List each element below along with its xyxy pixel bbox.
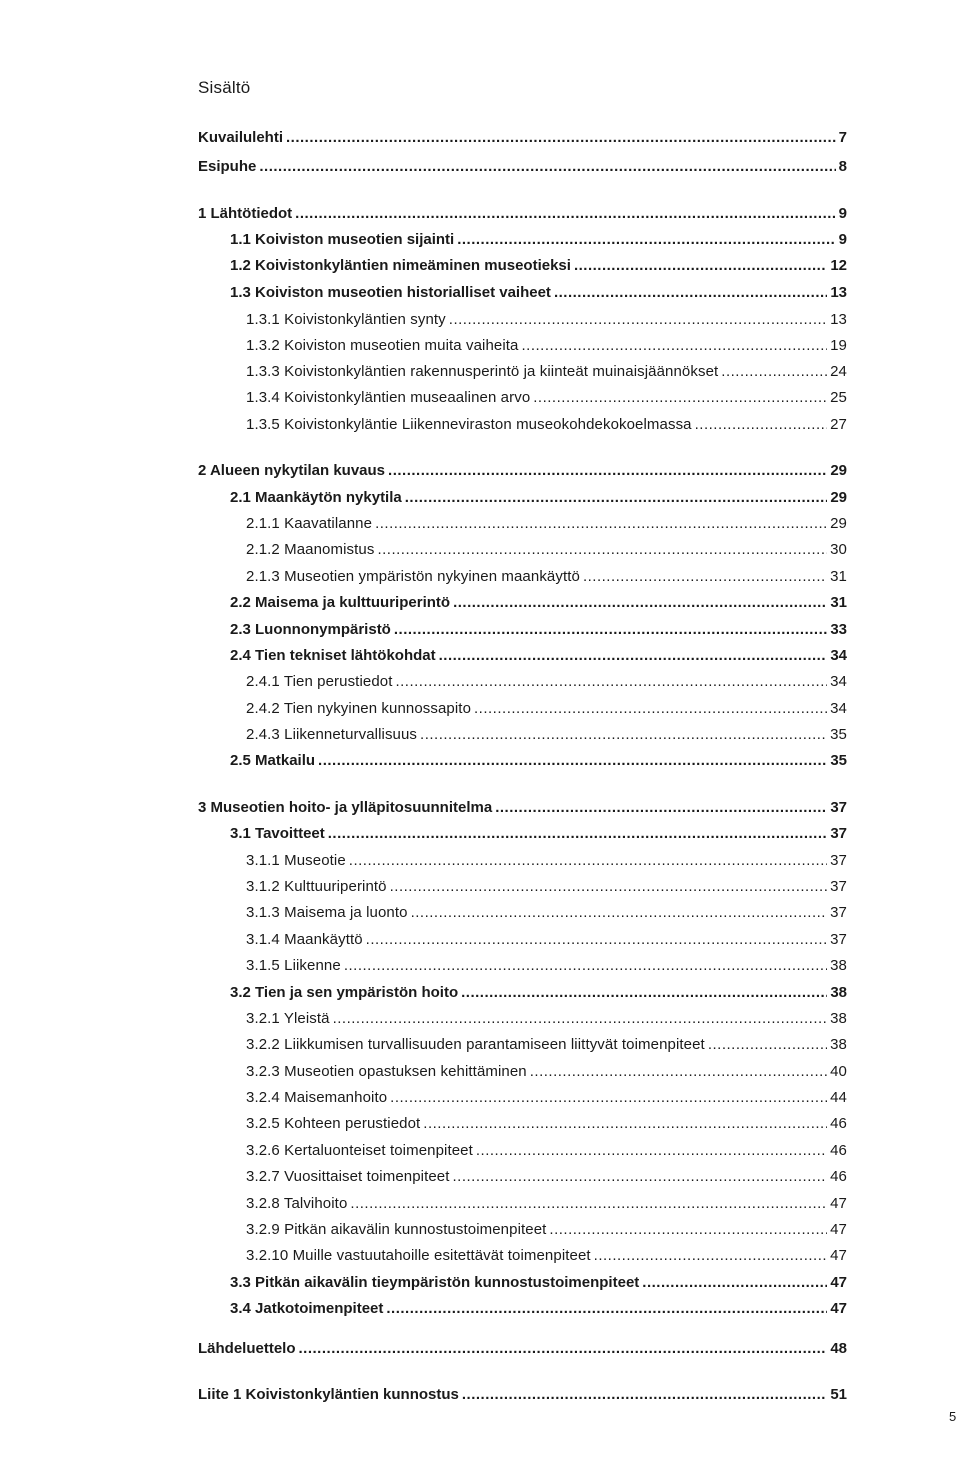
toc-entry-label: Lähdeluettelo [198,1340,296,1357]
toc-entry-label: 3.2.3 Museotien opastuksen kehittäminen [246,1063,527,1080]
toc-entry-label: 2 Alueen nykytilan kuvaus [198,462,386,479]
toc-entry[interactable] [246,389,847,409]
toc-entry[interactable] [246,878,847,898]
toc-entry-page: 31 [830,594,847,611]
toc-entry-label: 3.2.7 Vuosittaiset toimenpiteet [246,1168,450,1185]
toc-entry[interactable] [246,515,847,535]
toc-entry-label: 3.4 Jatkotoimenpiteet [230,1300,384,1317]
toc-entry-page: 27 [830,416,847,433]
toc-entry-label: 1.3.4 Koivistonkyläntien museaalinen arvo [246,389,531,406]
leader-dots [549,1221,827,1238]
toc-entry-page: 46 [830,1142,847,1159]
toc-entry-label: 1 Lähtötiedot [198,205,293,222]
leader-dots [259,158,835,175]
leader-dots [405,489,828,506]
toc-entry[interactable] [246,311,847,331]
leader-dots [708,1036,827,1053]
toc-entry-label: 3 Museotien hoito- ja ylläpitosuunnitelma [198,799,493,816]
toc-entry[interactable] [246,700,847,720]
toc-entry[interactable] [246,1010,847,1030]
toc-entry-page: 34 [830,700,847,717]
toc-entry-label: 1.3.5 Koivistonkyläntie Liikenneviraston museokohdekokoelmassa [246,416,692,433]
toc-entry[interactable] [230,284,847,304]
leader-dots [695,416,827,433]
toc-entry-page: 37 [830,825,847,842]
toc-entry-page: 47 [830,1247,847,1264]
leader-dots [495,799,827,816]
leader-dots [462,1386,827,1403]
toc-entry[interactable] [246,337,847,357]
toc-entry-label: 1.3.1 Koivistonkyläntien synty [246,311,446,328]
toc-entry[interactable] [198,799,847,819]
toc-entry-label: 1.1 Koiviston museotien sijainti [230,231,455,248]
toc-entry[interactable] [230,257,847,277]
leader-dots [474,700,827,717]
toc-entry-label: 3.3 Pitkän aikavälin tieympäristön kunnostustoimenpiteet [230,1274,640,1291]
leader-dots [461,984,827,1001]
toc-entry-page: 46 [830,1168,847,1185]
toc-entry[interactable] [230,1274,847,1294]
toc-entry-page: 38 [830,1010,847,1027]
toc-entry-label: 3.1.3 Maisema ja luonto [246,904,408,921]
leader-dots [286,129,836,146]
toc-entry-label: 2.1.3 Museotien ympäristön nykyinen maankäyttö [246,568,580,585]
toc-entry[interactable] [246,1089,847,1109]
toc-entry-page: 13 [830,284,847,301]
page-title: Sisältö [198,78,251,97]
toc-entry-page: 46 [830,1115,847,1132]
toc-entry[interactable] [246,1063,847,1083]
leader-dots [476,1142,827,1159]
toc-entry-label: 2.4.3 Liikenneturvallisuus [246,726,418,743]
toc-entry[interactable] [198,1340,847,1360]
toc-entry-label: 3.2.4 Maisemanhoito [246,1089,388,1106]
toc-entry-page: 35 [830,752,847,769]
toc-entry-page: 47 [830,1221,847,1238]
toc-entry-page: 9 [838,231,847,248]
leader-dots [453,594,827,611]
toc-entry-page: 31 [830,568,847,585]
toc-entry-label: 3.1.5 Liikenne [246,957,341,974]
toc-entry[interactable] [246,1036,847,1056]
toc-entry-label: 2.4.1 Tien perustiedot [246,673,393,690]
leader-dots [554,284,827,301]
toc-entry-page: 34 [830,647,847,664]
toc-entry-label: 3.2 Tien ja sen ympäristön hoito [230,984,459,1001]
toc-entry[interactable] [246,1221,847,1241]
toc-entry-page: 40 [830,1063,847,1080]
toc-entry-page: 29 [830,462,847,479]
toc-entry-page: 48 [830,1340,847,1357]
toc-entry[interactable] [198,462,847,482]
toc-entry-page: 19 [830,337,847,354]
toc-entry-page: 37 [830,852,847,869]
leader-dots [521,337,827,354]
leader-dots [449,311,827,328]
leader-dots [453,1168,828,1185]
leader-dots [328,825,828,842]
toc-entry[interactable] [246,904,847,924]
leader-dots [530,1063,827,1080]
toc-entry-page: 12 [830,257,847,274]
leader-dots [350,1195,827,1212]
leader-dots [299,1340,828,1357]
toc-entry[interactable] [198,158,847,178]
leader-dots [366,931,827,948]
toc-entry-page: 47 [830,1300,847,1317]
leader-dots [295,205,835,222]
toc-entry[interactable] [198,1386,847,1406]
leader-dots [411,904,828,921]
leader-dots [375,515,827,532]
toc-entry-label: Liite 1 Koivistonkyläntien kunnostus [198,1386,459,1403]
toc-entry-page: 25 [830,389,847,406]
toc-entry[interactable] [246,957,847,977]
leader-dots [390,1089,827,1106]
leader-dots [349,852,827,869]
toc-entry[interactable] [246,852,847,872]
leader-dots [439,647,828,664]
toc-entry[interactable] [246,726,847,746]
toc-entry[interactable] [230,752,847,772]
toc-entry-page: 24 [830,363,847,380]
toc-entry[interactable] [246,416,847,436]
toc-entry-label: Esipuhe [198,158,257,175]
toc-entry-label: 2.1.1 Kaavatilanne [246,515,373,532]
toc-entry-page: 33 [830,621,847,638]
toc-entry[interactable] [230,489,847,509]
toc-entry-label: 3.1.1 Museotie [246,852,346,869]
toc-entry-page: 37 [830,931,847,948]
leader-dots [333,1010,828,1027]
toc-entry[interactable] [246,1195,847,1215]
toc-entry[interactable] [230,647,847,667]
toc-entry[interactable] [230,621,847,641]
toc-entry[interactable] [246,931,847,951]
toc-entry-label: 2.1.2 Maanomistus [246,541,375,558]
leader-dots [420,726,827,743]
toc-entry-page: 51 [830,1386,847,1403]
leader-dots [388,462,827,479]
toc-entry-label: 3.2.10 Muille vastuutahoille esitettävät toimenpiteet [246,1247,591,1264]
toc-entry-label: 3.1.4 Maankäyttö [246,931,363,948]
toc-entry-page: 29 [830,489,847,506]
toc-entry-label: 3.2.6 Kertaluonteiset toimenpiteet [246,1142,473,1159]
toc-entry[interactable] [230,1300,847,1320]
leader-dots [386,1300,827,1317]
toc-entry-page: 47 [830,1195,847,1212]
toc-entry[interactable] [246,1247,847,1267]
leader-dots [318,752,827,769]
toc-entry-label: 3.2.8 Talvihoito [246,1195,348,1212]
leader-dots [423,1115,827,1132]
toc-entry-label: 1.2 Koivistonkyläntien nimeäminen museotieksi [230,257,571,274]
toc-entry[interactable] [230,825,847,845]
toc-entry-label: 2.3 Luonnonympäristö [230,621,391,638]
toc-entry-page: 38 [830,957,847,974]
leader-dots [721,363,827,380]
toc-entry[interactable] [246,1168,847,1188]
toc-entry-label: 3.2.9 Pitkän aikavälin kunnostustoimenpiteet [246,1221,547,1238]
toc-entry[interactable] [230,594,847,614]
toc-entry-label: 2.4.2 Tien nykyinen kunnossapito [246,700,472,717]
toc-entry-label: 2.5 Matkailu [230,752,316,769]
toc-entry-page: 30 [830,541,847,558]
toc-entry-label: 3.2.1 Yleistä [246,1010,330,1027]
toc-entry-label: 3.1.2 Kulttuuriperintö [246,878,387,895]
leader-dots [574,257,827,274]
toc-entry[interactable] [246,1115,847,1135]
toc-entry[interactable] [198,129,847,149]
toc-entry[interactable] [246,673,847,693]
toc-entry[interactable] [230,231,847,251]
toc-entry[interactable] [246,568,847,588]
leader-dots [394,621,827,638]
leader-dots [457,231,835,248]
leader-dots [594,1247,827,1264]
leader-dots [377,541,827,558]
leader-dots [390,878,827,895]
toc-entry-page: 13 [830,311,847,328]
toc-entry-page: 34 [830,673,847,690]
toc-entry-label: 2.1 Maankäytön nykytila [230,489,402,506]
toc-entry-page: 37 [830,799,847,816]
toc-entry-label: 3.2.5 Kohteen perustiedot [246,1115,421,1132]
toc-entry-label: 3.1 Tavoitteet [230,825,325,842]
toc-entry-label: 2.4 Tien tekniset lähtökohdat [230,647,436,664]
toc-entry-page: 37 [830,878,847,895]
toc-entry-page: 8 [838,158,847,175]
toc-entry-label: 1.3 Koiviston museotien historialliset vaiheet [230,284,551,301]
leader-dots [533,389,827,406]
toc-entry-page: 38 [830,984,847,1001]
leader-dots [642,1274,827,1291]
toc-entry-label: 1.3.3 Koivistonkyläntien rakennusperintö ja kiinteät muinaisjäännökset [246,363,719,380]
toc-entry-page: 9 [838,205,847,222]
toc-entry[interactable] [246,363,847,383]
toc-entry-label: 3.2.2 Liikkumisen turvallisuuden parantamiseen liittyvät toimenpiteet [246,1036,705,1053]
toc-entry-label: 1.3.2 Koiviston museotien muita vaiheita [246,337,519,354]
toc-entry-label: 2.2 Maisema ja kulttuuriperintö [230,594,451,611]
leader-dots [344,957,827,974]
leader-dots [395,673,827,690]
toc-entry-page: 29 [830,515,847,532]
page-number: 5 [949,1409,957,1424]
leader-dots [583,568,827,585]
toc-entry[interactable] [230,984,847,1004]
toc-entry-label: Kuvailulehti [198,129,284,146]
toc-entry-page: 47 [830,1274,847,1291]
toc-entry[interactable] [246,541,847,561]
toc-entry-page: 7 [838,129,847,146]
toc-entry[interactable] [246,1142,847,1162]
toc-entry-page: 37 [830,904,847,921]
toc-entry[interactable] [198,205,847,225]
toc-entry-page: 38 [830,1036,847,1053]
toc-entry-page: 44 [830,1089,847,1106]
toc-entry-page: 35 [830,726,847,743]
